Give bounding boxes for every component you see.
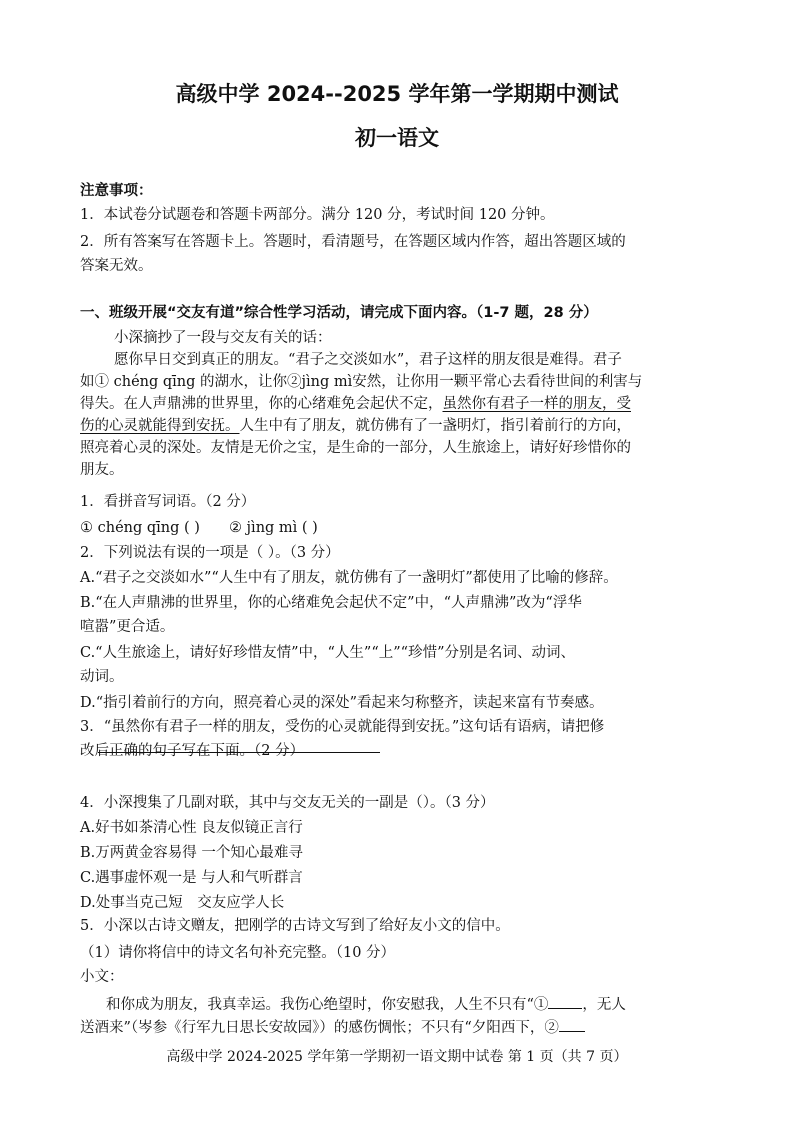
passage-line-4 [80,416,720,436]
question-2-option-b-cont: 喧嚣”更合适。 [80,619,175,635]
underlined-sentence-part-1: 虽然你有君子一样的朋友，受 [442,396,631,412]
notice-item-2a: 2．所有答案写在答题卡上。答题时，看清题号，在答题区域内作答，超出答题区域的 [80,234,626,250]
question-2-option-a: A.“君子之交淡如水”“人生中有了朋友，就仿佛有了一盏明灯”都使用了比喻的修辞。 [80,570,618,586]
question-3-cont: 改后正确的句子写在下面。（2 分） [80,743,305,759]
passage-line-3 [80,394,720,414]
passage-intro: 小深摘抄了一段与交友有关的话： [114,330,332,346]
page-subtitle: 初一语文 [355,126,439,150]
letter-line-2 [80,1017,720,1038]
answer-line[interactable] [98,752,380,753]
question-1-items: ① chéng qīng ( ) ② jìng mì ( ) [80,520,318,536]
question-4: 4．小深搜集了几副对联，其中与交友无关的一副是（）。（3 分） [80,795,495,811]
letter-line-2-text: 送酒来”（岑参《行军九日思长安故园》）的感伤惆怅；不只有“夕阳西下，② [80,1020,559,1036]
passage-line-4-text: 人生中有了朋友，就仿佛有了一盏明灯，指引着前行的方向， [239,418,631,434]
passage-line-3-text: 得失。在人声鼎沸的世界里，你的心绪难免会起伏不定， [80,396,443,412]
letter-line-1 [106,994,746,1015]
question-5: 5．小深以古诗文赠友，把刚学的古诗文写到了给好友小文的信中。 [80,918,510,934]
question-2-option-c: C.“人生旅途上，请好好珍惜友情”中，“人生”“上”“珍惜”分别是名词、动词、 [80,645,575,661]
question-4-option-a: A.好书如茶清心性 良友似镜正言行 [80,820,303,836]
question-2: 2．下列说法有误的一项是（ ）。（3 分） [80,545,340,561]
question-3: 3．“虽然你有君子一样的朋友，受伤的心灵就能得到安抚。”这句话有语病，请把修 [80,719,605,735]
question-1: 1．看拼音写词语。（2 分） [80,494,256,510]
blank-2[interactable] [559,1017,585,1032]
question-4-option-c: C.遇事虚怀观一是 与人和气听群言 [80,870,303,886]
question-2-option-b: B.“在人声鼎沸的世界里，你的心绪难免会起伏不定”中，“人声鼎沸”改为“浮华 [80,595,582,611]
section-heading: 一、班级开展“交友有道”综合性学习活动，请完成下面内容。（1-7 题，28 分） [80,305,598,321]
question-5-sub-1: （1）请你将信中的诗文名句补充完整。（10 分） [80,945,396,961]
blank-1[interactable] [548,994,582,1009]
underlined-sentence-part-2: 伤的心灵就能得到安抚。 [80,418,240,434]
page-title: 高级中学 2024--2025 学年第一学期期中测试 [175,82,619,106]
letter-salutation: 小文： [80,969,124,985]
notice-item-1: 1．本试卷分试题卷和答题卡两部分。满分 120 分，考试时间 120 分钟。 [80,207,555,223]
question-2-option-d: D.“指引着前行的方向，照亮着心灵的深处”看起来匀称整齐，读起来富有节奏感。 [80,695,604,711]
letter-line-1-text: 和你成为朋友，我真幸运。我伤心绝望时，你安慰我，人生不只有“① [106,997,549,1013]
letter-line-1-tail: ，无人 [582,997,626,1013]
question-2-option-c-cont: 动词。 [80,669,124,685]
passage-line-2: 如① chéng qīng 的湖水，让你②jìng mì安然，让你用一颗平常心去看待世间的利害与 [80,374,643,390]
page-footer: 高级中学 2024-2025 学年第一学期初一语文期中试卷 第 1 页（共 7 页） [166,1049,628,1065]
question-4-option-d: D.处事当克己短 交友应学人长 [80,895,285,911]
question-4-option-b: B.万两黄金容易得 一个知心最难寻 [80,845,303,861]
notice-heading: 注意事项： [80,183,153,199]
notice-item-2b: 答案无效。 [80,258,153,274]
passage-line-5: 照亮着心灵的深处。友情是无价之宝，是生命的一部分，人生旅途上，请好好珍惜你的 [80,440,631,456]
passage-line-1: 愿你早日交到真正的朋友。“君子之交淡如水”，君子这样的朋友很是难得。君子 [114,352,622,368]
passage-line-6: 朋友。 [80,462,124,478]
